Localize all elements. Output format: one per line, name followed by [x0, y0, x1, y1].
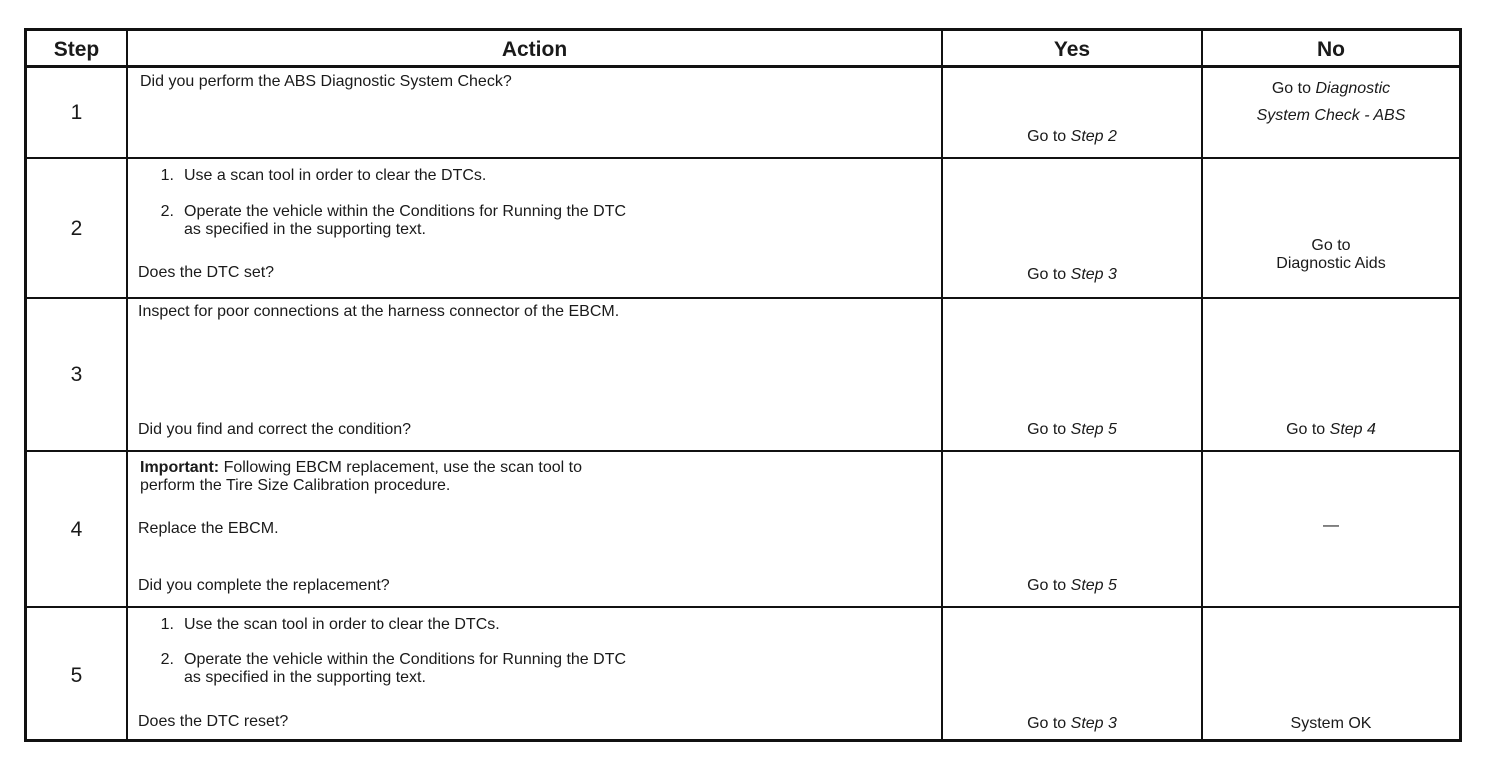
no-cell: System OK — [1290, 715, 1372, 732]
no-cell — [1203, 421, 1459, 439]
header-step: Step — [53, 37, 100, 61]
action-list-item — [140, 167, 486, 185]
yes-cell — [943, 421, 1201, 439]
step-number: 3 — [70, 363, 83, 386]
no-cell: — — [1323, 517, 1339, 534]
list-text: Operate the vehicle within the Conditions for Running the DTC — [184, 651, 627, 668]
yes-cell — [943, 266, 1201, 284]
header-yes: Yes — [1053, 37, 1091, 61]
row-divider — [27, 297, 1459, 299]
step-number: 1 — [70, 100, 83, 124]
yes-step-link[interactable]: Step 3 — [1070, 266, 1117, 283]
action-question: Did you perform the ABS Diagnostic System Check? — [140, 73, 512, 90]
no-link-cont[interactable]: System Check - ABS — [1256, 107, 1406, 124]
yes-cell — [943, 715, 1201, 733]
important-text: Following EBCM replacement, use the scan tool to — [223, 459, 582, 476]
row-divider — [27, 450, 1459, 452]
row-divider — [27, 157, 1459, 159]
action-question: Does the DTC set? — [138, 264, 275, 281]
important-text-cont: perform the Tire Size Calibration procedure. — [140, 477, 451, 494]
action-text: Inspect for poor connections at the harness connector of the EBCM. — [138, 303, 620, 320]
column-divider — [126, 31, 128, 739]
step-number: 5 — [70, 663, 83, 687]
yes-prefix: Go to — [1027, 577, 1067, 594]
no-link[interactable]: Diagnostic Aids — [1276, 255, 1386, 272]
no-link[interactable]: Diagnostic — [1315, 80, 1391, 97]
step-number: 2 — [70, 216, 83, 240]
yes-cell — [943, 577, 1201, 595]
action-list-item — [140, 651, 626, 687]
list-text: Use the scan tool in order to clear the DTCs. — [184, 616, 500, 633]
header-action: Action — [501, 37, 568, 61]
yes-step-link[interactable]: Step 3 — [1070, 715, 1117, 732]
action-list-item — [140, 203, 626, 239]
action-question: Does the DTC reset? — [138, 713, 289, 730]
list-number: 2. — [160, 203, 174, 220]
list-text-cont: as specified in the supporting text. — [184, 669, 426, 686]
action-question: Did you find and correct the condition? — [138, 421, 412, 438]
yes-prefix: Go to — [1027, 421, 1067, 438]
yes-step-link[interactable]: Step 2 — [1070, 128, 1117, 145]
yes-cell — [943, 128, 1201, 146]
action-list-item — [140, 616, 500, 634]
list-number: 1. — [160, 616, 174, 633]
list-text: Use a scan tool in order to clear the DTCs. — [184, 167, 487, 184]
yes-prefix: Go to — [1027, 715, 1067, 732]
list-text-cont: as specified in the supporting text. — [184, 221, 426, 238]
list-number: 1. — [160, 167, 174, 184]
column-divider — [1201, 31, 1203, 739]
yes-step-link[interactable]: Step 5 — [1070, 577, 1117, 594]
list-number: 2. — [160, 651, 174, 668]
list-text: Operate the vehicle within the Conditions for Running the DTC — [184, 203, 627, 220]
header-no: No — [1317, 37, 1345, 61]
important-label: Important: — [140, 459, 220, 476]
no-prefix: Go to — [1286, 421, 1326, 438]
yes-prefix: Go to — [1027, 266, 1067, 283]
step-number: 4 — [70, 517, 83, 541]
no-cell — [1203, 237, 1459, 273]
no-step-link[interactable]: Step 4 — [1329, 421, 1376, 438]
no-prefix: Go to — [1311, 237, 1351, 254]
action-text: Replace the EBCM. — [138, 520, 279, 537]
no-cell — [1203, 75, 1459, 129]
row-divider — [27, 606, 1459, 608]
yes-step-link[interactable]: Step 5 — [1070, 421, 1117, 438]
diagnostic-table — [24, 28, 1462, 742]
no-prefix: Go to — [1271, 80, 1311, 97]
yes-prefix: Go to — [1027, 128, 1067, 145]
action-question: Did you complete the replacement? — [138, 577, 390, 594]
important-note — [140, 459, 582, 495]
